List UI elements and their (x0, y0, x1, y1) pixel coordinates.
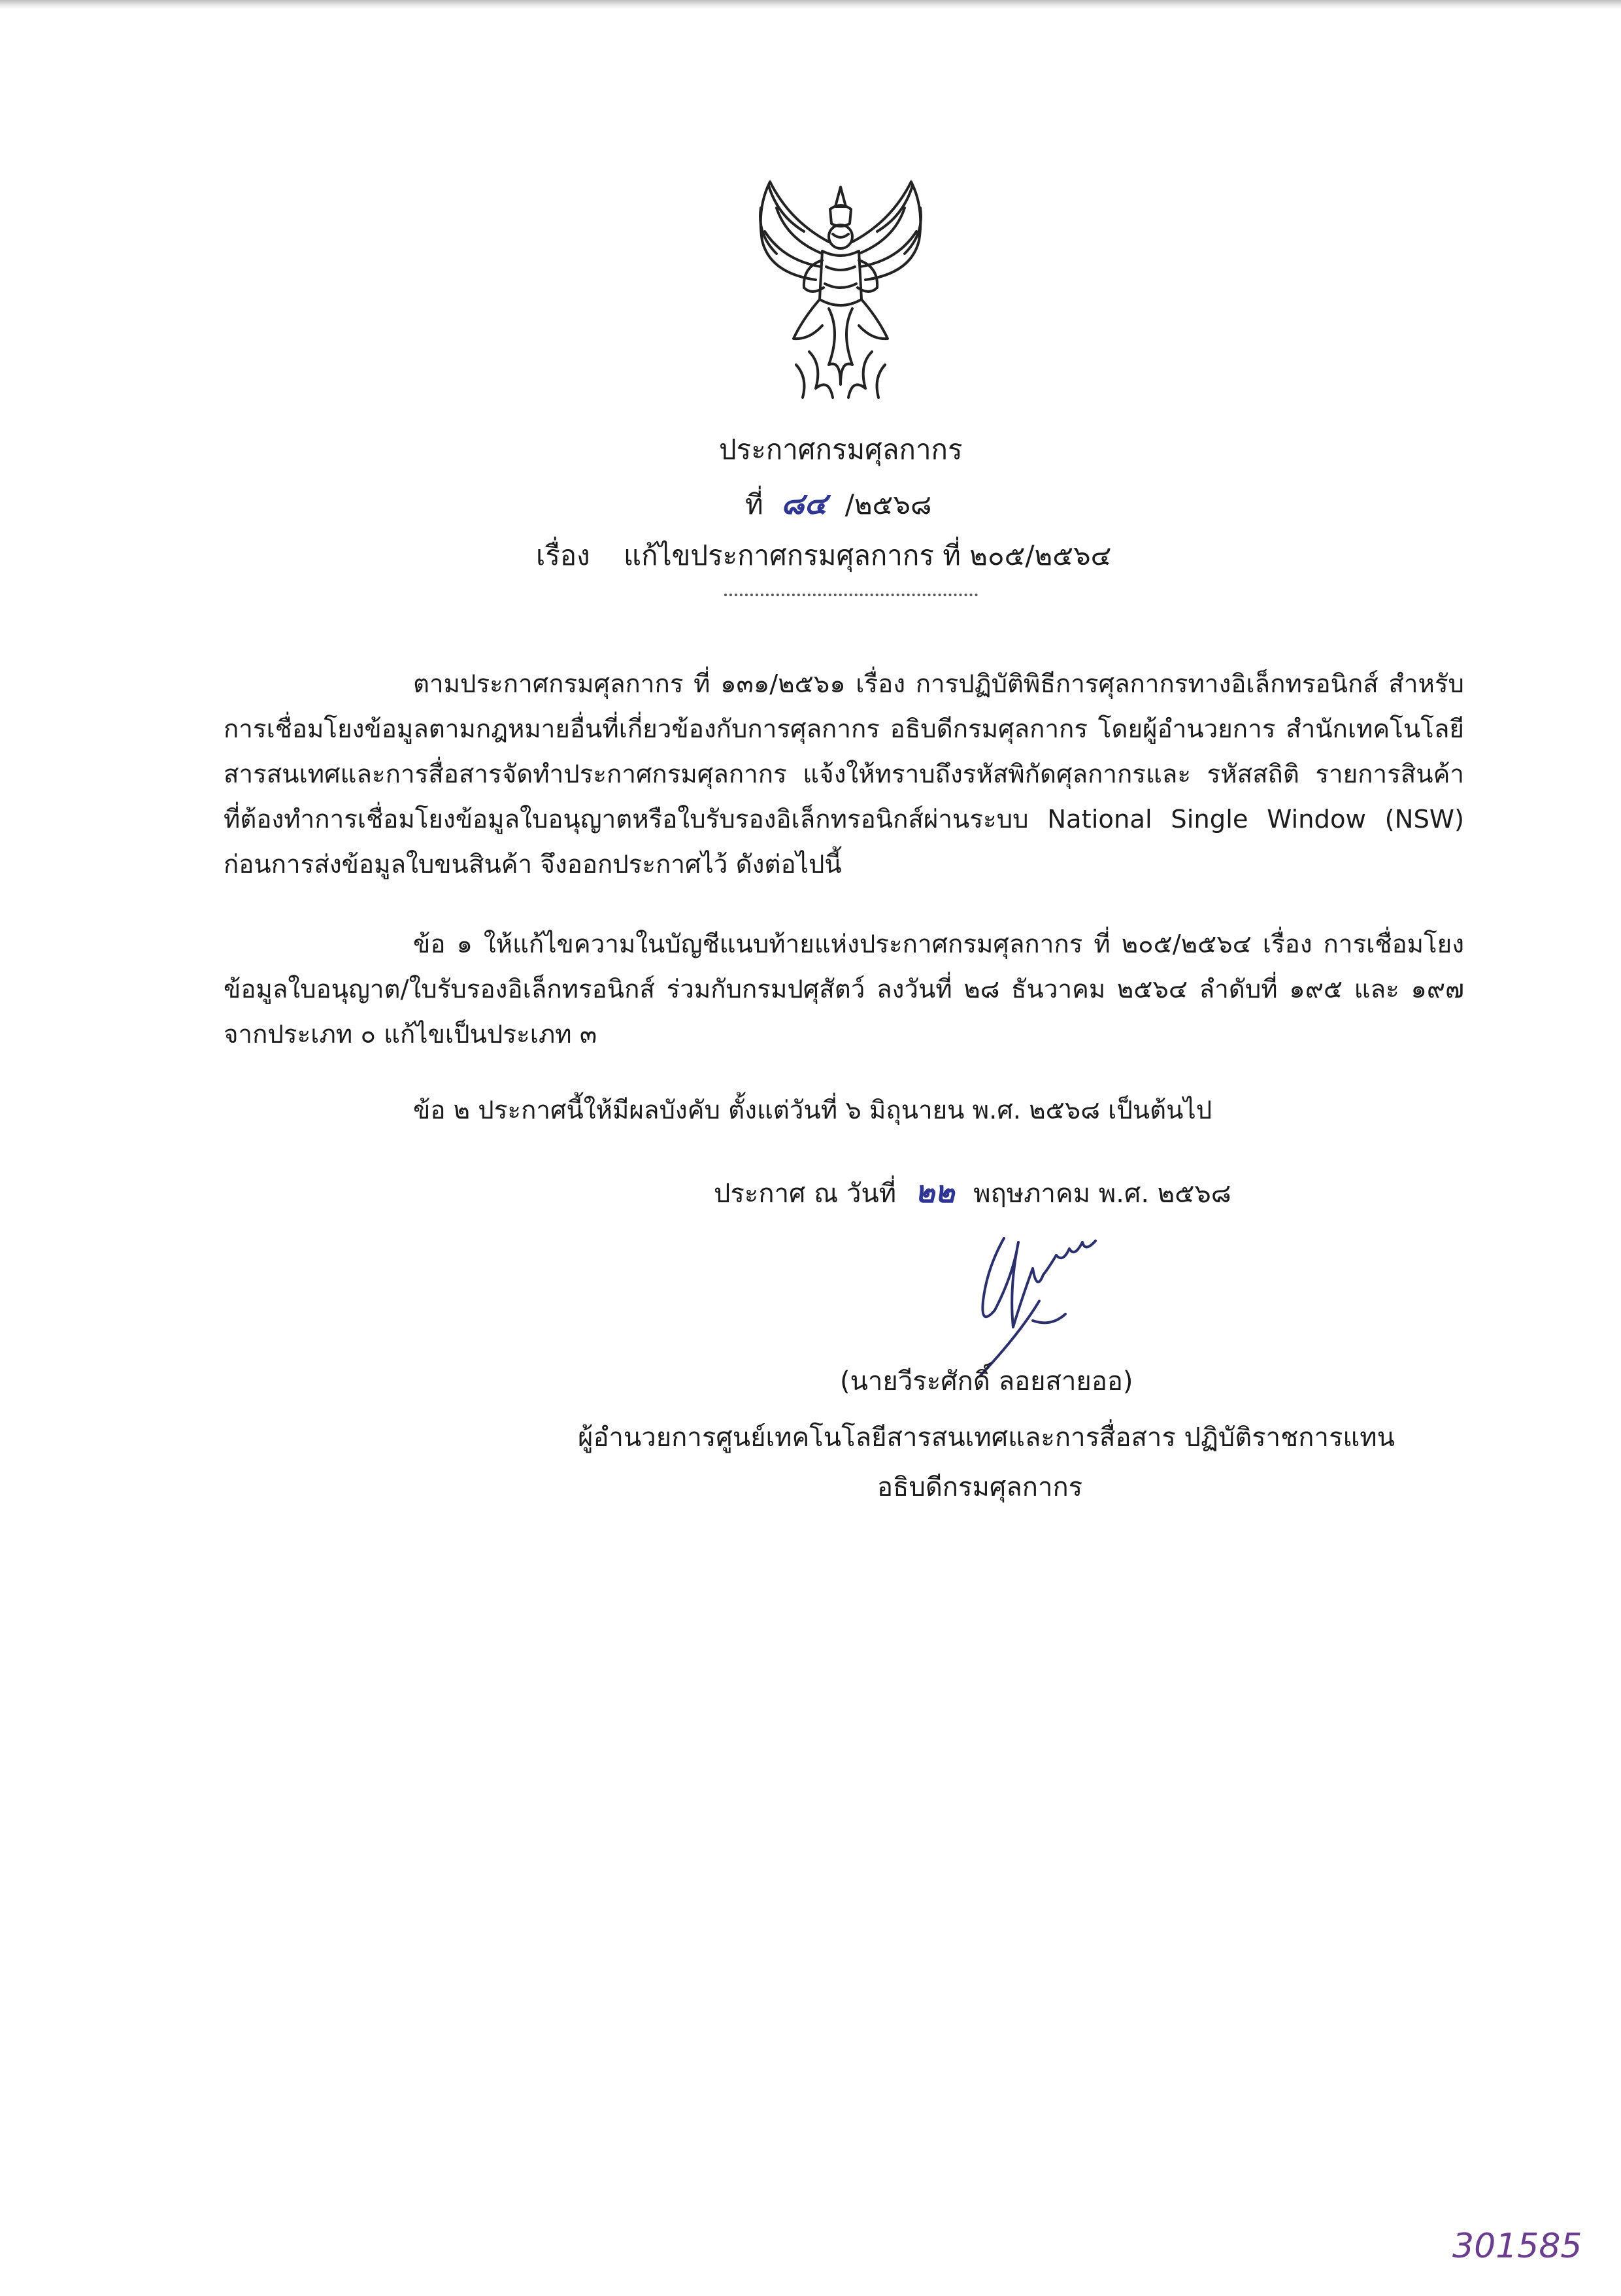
number-prefix: ที่ (745, 488, 763, 520)
paragraph-2-text: ข้อ ๑ ให้แก้ไขความในบัญชีแนบท้ายแห่งประกาศกรมศุลกากร ที่ ๒๐๕/๒๕๖๔ เรื่อง การเชื่อมโยง ข้อมูลใบอนุญาต/ใบรับรองอิเล็กทรอนิกส์ ร่วมกับกรมปศุสัตว์ ลงวันที่ ๒๘ ธันวาคม ๒๕๖๔ ลำดับที่ ๑๙๕ และ ๑๙๗ จากประเภท ๐ แก้ไขเป็นประเภท ๓ (224, 930, 1464, 1049)
dotted-divider (724, 594, 978, 596)
preamble-paragraph (224, 662, 1464, 887)
document-title: ประกาศกรมศุลกากร (719, 433, 963, 465)
announcement-date (714, 1173, 1231, 1213)
subject-text: แก้ไขประกาศกรมศุลกากร ที่ ๒๐๕/๒๕๖๔ (624, 539, 1112, 571)
date-suffix: พฤษภาคม พ.ศ. ๒๕๖๘ (973, 1179, 1231, 1209)
subject-line (536, 537, 1111, 574)
clause-2-paragraph (224, 1088, 1464, 1133)
signatory-position: ผู้อำนวยการศูนย์เทคโนโลยีสารสนเทศและการสื่อสาร ปฏิบัติราชการแทน (578, 1423, 1395, 1453)
scan-edge (0, 0, 1621, 9)
paragraph-3-text: ข้อ ๒ ประกาศนี้ให้มีผลบังคับ ตั้งแต่วันที่ ๖ มิถุนายน พ.ศ. ๒๕๖๘ เป็นต้นไป (413, 1096, 1212, 1125)
archive-number: 301585 (1452, 2227, 1582, 2266)
signatory-name: (นายวีระศักดิ์ ลอยสายออ) (840, 1366, 1133, 1396)
handwritten-day: ๒๒ (914, 1174, 955, 1209)
number-suffix: /๒๕๖๘ (844, 488, 932, 520)
subject-label: เรื่อง (536, 539, 590, 571)
signatory-on-behalf: อธิบดีกรมศุลกากร (877, 1472, 1083, 1502)
announcement-number (745, 485, 931, 523)
date-prefix: ประกาศ ณ วันที่ (714, 1179, 897, 1209)
paragraph-1-text: ตามประกาศกรมศุลกากร ที่ ๑๓๑/๒๕๖๑ เรื่อง การปฏิบัติพิธีการศุลกากรทางอิเล็กทรอนิกส์ สำหรับการเชื่อมโยงข้อมูลตามกฎหมายอื่นที่เกี่ยวข้องกับการศุลกากร อธิบดีกรมศุลกากร โดยผู้อำนวยการ สำนักเทคโนโลยีสารสนเทศและการสื่อสารจัดทำประกาศกรมศุลกากร แจ้งให้ทราบถึงรหัสพิกัดศุลกากรและ รหัสสถิติ รายการสินค้า ที่ต้องทำการเชื่อมโยงข้อมูลใบอนุญาตหรือใบรับรองอิเล็กทรอนิกส์ผ่านระบบ National Single Window (NSW) ก่อนการส่งข้อมูลใบขนสินค้า จึงออกประกาศไว้ ดังต่อไปนี้ (224, 669, 1464, 879)
handwritten-signature (941, 1229, 1118, 1379)
garuda-emblem-icon (731, 169, 950, 411)
handwritten-number: ๘๔ (781, 486, 827, 521)
clause-1-paragraph (224, 922, 1464, 1057)
